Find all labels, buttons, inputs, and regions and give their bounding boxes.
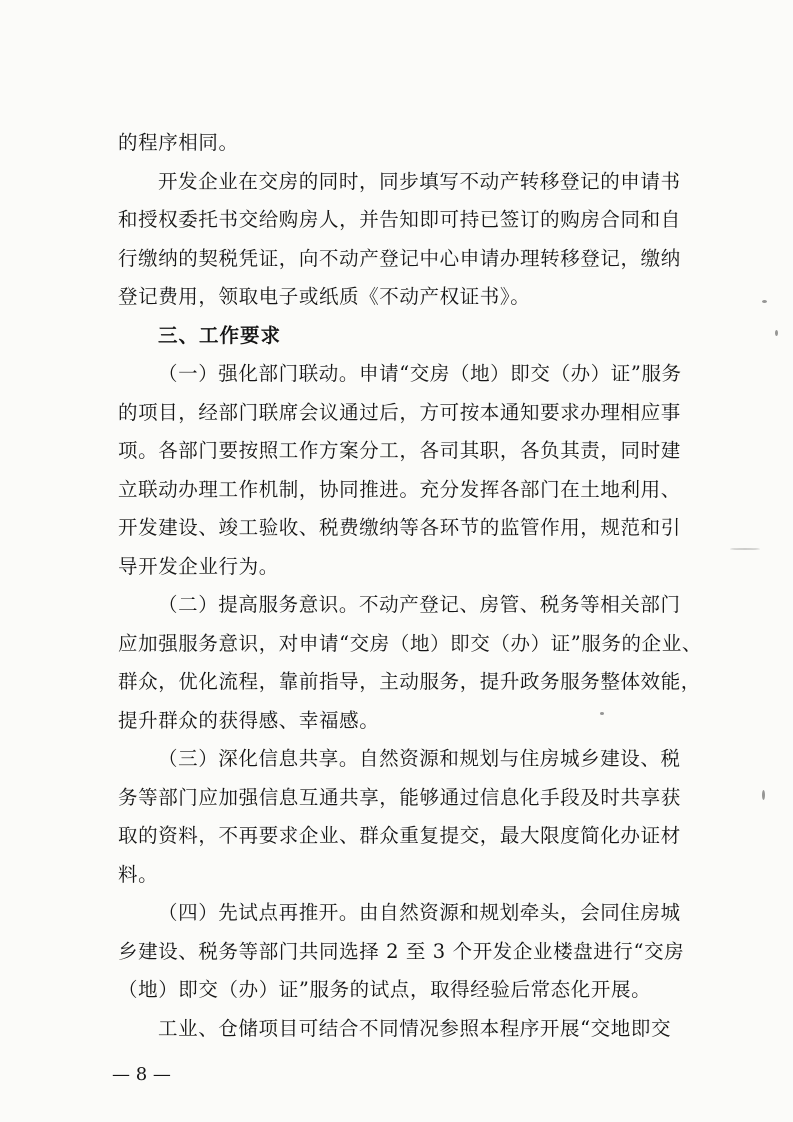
scan-speck [775,330,778,336]
text-line-23: （地）即交（办）证”服务的试点，取得经验后常态化开展。 [118,978,652,1001]
text-line-19: 取的资料，不再要求企业、群众重复提交，最大限度简化办证材 [118,824,681,847]
text-line-24: 工业、仓储项目可结合不同情况参照本程序开展“交地即交 [158,1016,672,1040]
scan-speck [730,548,760,550]
text-line-11: 开发建设、竣工验收、税费缴纳等各环节的监管作用，规范和引 [118,516,681,539]
scan-speck [600,712,604,715]
scan-speck [762,790,765,800]
text-line-10: 立联动办理工作机制，协同推进。充分发挥各部门在土地利用、 [118,477,681,501]
text-line-22: 乡建设、税务等部门共同选择 2 至 3 个开发企业楼盘进行“交房 [118,939,685,963]
text-line-17: （三）深化信息共享。自然资源和规划与住房城乡建设、税 [158,747,681,770]
text-line-12: 导开发企业行为。 [118,554,279,578]
text-line-16: 提升群众的获得感、幸福感。 [118,708,380,732]
text-line-2: 开发企业在交房的同时，同步填写不动产转移登记的申请书 [158,169,681,193]
text-line-4: 行缴纳的契税凭证，向不动产登记中心申请办理转移登记，缴纳 [118,246,681,270]
text-line-9: 项。各部门要按照工作方案分工，各司其职，各负其责，同时建 [118,439,681,462]
text-line-20: 料。 [118,862,159,886]
text-line-8: 的项目，经部门联席会议通过后，方可按本通知要求办理相应事 [118,400,681,424]
text-line-13: （二）提高服务意识。不动产登记、房管、税务等相关部门 [158,593,681,616]
text-line-21: （四）先试点再推开。由自然资源和规划牵头，会同住房城 [158,901,681,924]
text-line-14: 应加强服务意识，对申请“交房（地）即交（办）证”服务的企业、 [118,631,702,655]
scan-speck [762,300,767,303]
text-line-3: 和授权委托书交给购房人，并告知即可持已签订的购房合同和自 [118,208,681,231]
page-number: — 8 — [112,1064,171,1085]
text-line-5: 登记费用，领取电子或纸质《不动产权证书》。 [118,285,531,308]
text-line-18: 务等部门应加强信息互通共享，能够通过信息化手段及时共享获 [118,785,681,809]
text-line-7: （一）强化部门联动。申请“交房（地）即交（办）证”服务 [158,362,682,385]
text-line-15: 群众，优化流程，靠前指导，主动服务，提升政务服务整体效能， [118,670,701,693]
text-line-1: 的程序相同。 [118,131,239,154]
section-heading: 三、工作要求 [158,323,282,347]
body-text [118,124,718,1048]
